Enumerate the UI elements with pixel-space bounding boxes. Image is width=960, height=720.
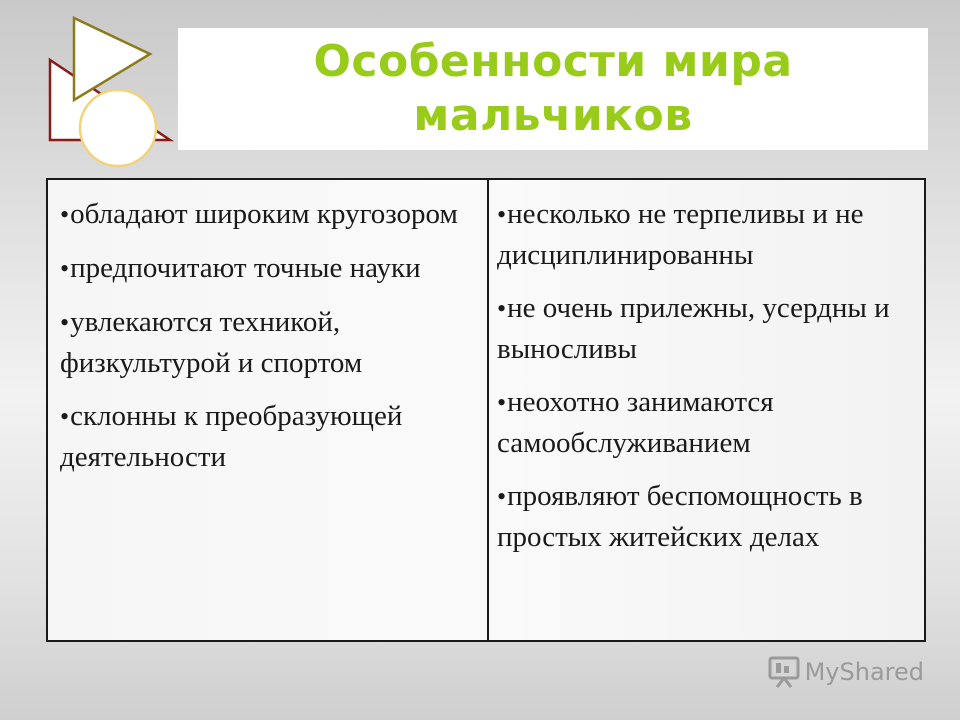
- item-text: неохотно занимаются самообслуживанием: [497, 386, 774, 459]
- list-item: [497, 288, 914, 369]
- item-text: обладают широким кругозором: [70, 198, 458, 230]
- bullet: •: [497, 388, 507, 417]
- bullet: •: [497, 482, 507, 511]
- watermark: [767, 655, 924, 689]
- item-text: увлекаются техникой, физкультурой и спортом: [60, 306, 363, 379]
- item-text: предпочитают точные науки: [70, 252, 421, 284]
- left-column: [48, 180, 489, 640]
- circle-shape: [80, 90, 156, 166]
- item-text: несколько не терпеливы и не дисциплинированны: [497, 198, 864, 271]
- list-item: [60, 194, 477, 235]
- bullet: •: [60, 254, 70, 283]
- slide-title: Особенности мира мальчиков: [313, 36, 793, 141]
- bullet: •: [497, 294, 507, 323]
- bullet: •: [497, 200, 507, 229]
- right-column: [489, 180, 924, 640]
- characteristics-table: [46, 178, 926, 642]
- bullet: •: [60, 200, 70, 229]
- list-item: [497, 382, 914, 463]
- bullet: •: [60, 308, 70, 337]
- list-item: [497, 194, 914, 275]
- title-banner: [178, 28, 928, 150]
- item-text: склонны к преобразующей деятельности: [60, 400, 403, 473]
- bullet: •: [60, 402, 70, 431]
- watermark-text: MyShared: [804, 658, 924, 686]
- list-item: [60, 396, 477, 477]
- presentation-board-icon: [767, 655, 801, 689]
- item-text: не очень прилежны, усердны и выносливы: [497, 292, 890, 365]
- play-triangle-shape: [74, 18, 150, 100]
- list-item: [60, 248, 477, 289]
- list-item: [60, 302, 477, 383]
- list-item: [497, 476, 914, 557]
- item-text: проявляют беспомощность в простых житейских делах: [497, 480, 863, 553]
- decorative-shapes: [40, 10, 180, 170]
